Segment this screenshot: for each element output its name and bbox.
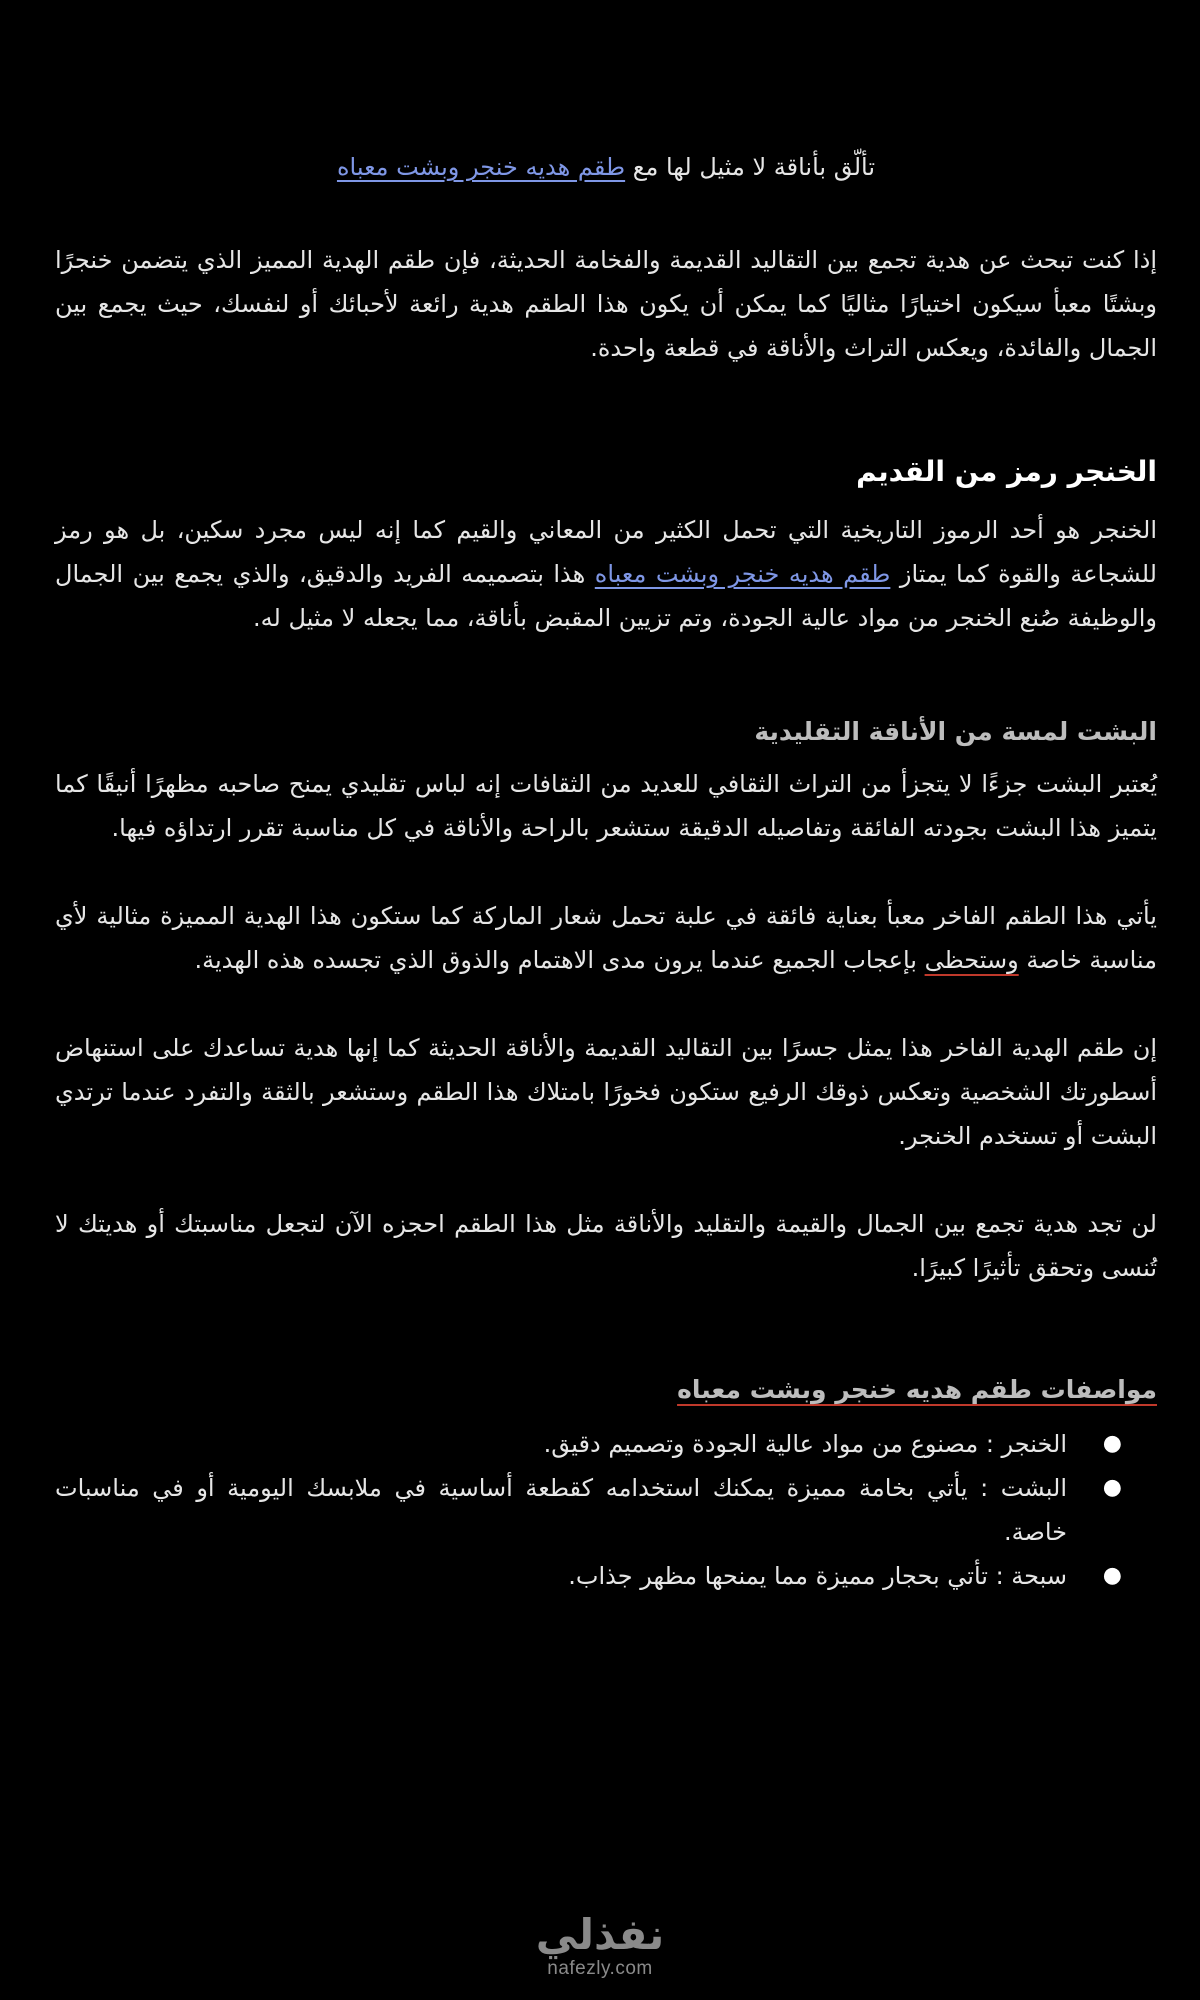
logo-arabic-text: نفذلي xyxy=(535,1910,665,1959)
bullet-icon: ● xyxy=(1102,1475,1122,1500)
article xyxy=(55,0,1157,1598)
gift-text-end: بإعجاب الجميع عندما يرون مدى الاهتمام والذوق الذي تجسده هذه الهدية. xyxy=(194,946,925,974)
gift-underlined-word: وستحظى xyxy=(924,946,1019,974)
dagger-heading: الخنجر رمز من القديم xyxy=(856,455,1157,488)
intro-title-text: تألّق بأناقة لا مثيل لها مع xyxy=(625,153,876,181)
logo-domain-text: nafezly.com xyxy=(547,1958,653,1979)
spec-item-text: البشت : يأتي بخامة مميزة يمكنك استخدامه كقطعة أساسية في ملابسك اليومية أو في مناسبات خاصة. xyxy=(55,1474,1067,1546)
dagger-product-link[interactable]: طقم هديه خنجر وبشت معباه xyxy=(594,560,891,588)
list-item xyxy=(55,1422,1122,1466)
intro-paragraph: إذا كنت تبحث عن هدية تجمع بين التقاليد القديمة والفخامة الحديثة، فإن طقم الهدية المميز الذي يتضمن خنجرًا وبشتًا معبأ سيكون اختيارًا مثاليًا كما يمكن أن يكون هذا الطقم هدية رائعة لأحبائك أو لنفسك، حيث يجمع بين الجمال والفائدة، ويعكس التراث والأناقة في قطعة واحدة. xyxy=(55,246,1157,362)
dagger-text-end: هذا بتصميمه الفريد والدقيق، والذي يجمع بين الجمال والوظيفة صُنع الخنجر من مواد عالية الجودة، وتم تزيين المقبض بأناقة، مما يجعله لا مثيل له. xyxy=(55,560,1157,632)
spec-item-text: الخنجر : مصنوع من مواد عالية الجودة وتصميم دقيق. xyxy=(543,1430,1067,1458)
dagger-paragraph xyxy=(55,508,1157,640)
product-link[interactable]: طقم هديه خنجر وبشت معباه xyxy=(336,153,626,181)
dagger-text-start: الخنجر هو أحد الرموز التاريخية التي تحمل الكثير من المعاني والقيم كما إنه ليس مجرد سكين، بل هو رمز للشجاعة والقوة كما يمتاز xyxy=(55,516,1157,588)
list-item xyxy=(55,1466,1122,1554)
bisht-paragraph: يُعتبر البشت جزءًا لا يتجزأ من التراث الثقافي للعديد من الثقافات إنه لباس تقليدي يمنح صاحبه مظهرًا أنيقًا كما يتميز هذا البشت بجودته الفائقة وتفاصيله الدقيقة ستشعر بالراحة والأناقة في كل مناسبة تقرر ارتداؤه فيها. xyxy=(55,770,1157,842)
closing-paragraph: لن تجد هدية تجمع بين الجمال والقيمة والتقليد والأناقة مثل هذا الطقم احجزه الآن لتجعل مناسبتك أو هديتك لا تُنسى وتحقق تأثيرًا كبيرًا. xyxy=(55,1210,1157,1282)
intro-title xyxy=(55,148,1157,186)
gift-text-start: يأتي هذا الطقم الفاخر معبأ بعناية فائقة في علبة تحمل شعار الماركة كما ستكون هذا الهدية المميزة مثالية لأي مناسبة خاصة xyxy=(55,902,1157,974)
bullet-icon: ● xyxy=(1102,1563,1122,1588)
specs-heading xyxy=(55,1368,1157,1412)
gift-paragraph xyxy=(55,894,1157,982)
specs-heading-text: مواصفات طقم هديه خنجر وبشت معباه xyxy=(677,1375,1157,1404)
list-item xyxy=(55,1554,1122,1598)
bullet-icon: ● xyxy=(1102,1431,1122,1456)
specs-list xyxy=(55,1422,1157,1598)
bridge-paragraph: إن طقم الهدية الفاخر هذا يمثل جسرًا بين التقاليد القديمة والأناقة الحديثة كما إنها هدية تساعدك على استنهاض أسطورتك الشخصية وتعكس ذوقك الرفيع ستكون فخورًا بامتلاك هذا الطقم وستشعر بالثقة والتفرد عندما ترتدي البشت أو تستخدم الخنجر. xyxy=(55,1034,1157,1150)
nafezly-logo xyxy=(0,1912,1200,1980)
bisht-heading: البشت لمسة من الأناقة التقليدية xyxy=(754,717,1157,746)
spec-item-text: سبحة : تأتي بحجار مميزة مما يمنحها مظهر جذاب. xyxy=(568,1562,1067,1590)
